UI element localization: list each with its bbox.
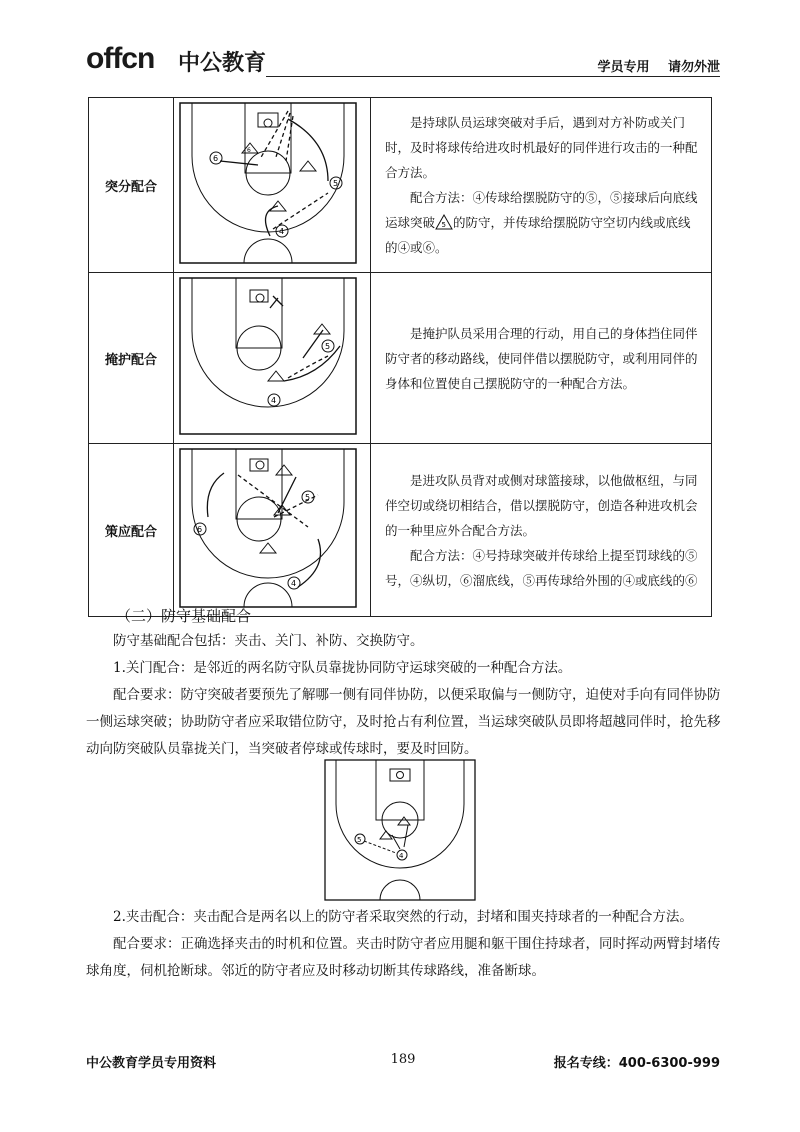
svg-text:5: 5 [305,493,311,502]
diagram-cell [174,273,371,444]
method-text-prefix: 配合方法：④传球给摆脱防守的⑤，⑤接球后向底线运球突破 [385,190,698,230]
tactics-table [88,97,712,617]
description-paragraph: 是持球队员运球突破对手后，遇到对方补防或关门时，及时将球传给进攻时机最好的同伴进行攻击的一种配合方法。 [385,115,698,180]
body-paragraph: 2.夹击配合：夹击配合是两名以上的防守者采取突然的行动，封堵和围夹持球者的一种配合方法。 [113,909,693,925]
table-row [89,273,712,444]
tactic-name: 策应配合 [89,444,174,617]
footer-hotline: 报名专线：400-6300-999 [553,1056,720,1071]
tactic-description [371,444,712,617]
header-rule [266,76,720,77]
svg-text:5: 5 [357,836,362,844]
table-row [89,444,712,617]
page-number: 189 [390,1052,416,1067]
svg-text:4: 4 [291,579,297,588]
court-diagram [178,276,358,436]
body-paragraph: 防守基础配合包括：夹击、关门、补防、交换防守。 [113,633,424,649]
court-diagram [178,101,358,265]
tactic-name: 突分配合 [89,98,174,273]
svg-text:6: 6 [247,147,251,154]
description-paragraph: 是进攻队员背对或侧对球篮接球，以他做枢纽，与同伴空切或绕切相结合，借以摆脱防守，创造各种进攻机会的一种里应外合配合方法。 [385,472,698,538]
svg-text:4: 4 [271,396,277,405]
defender-triangle-icon [435,214,453,230]
diagram-cell [174,98,371,273]
svg-text:6: 6 [213,154,219,163]
svg-text:4: 4 [279,227,285,236]
tactic-name: 掩护配合 [89,273,174,444]
method-paragraph: 配合方法：④号持球突破并传球给上提至罚球线的⑤号，④纵切，⑥溜底线，⑤再传球给外围的④或底线的⑥ [385,547,698,588]
section-body [86,628,722,763]
tactic-description [371,98,712,273]
page-footer [86,1052,720,1072]
svg-text:5: 5 [325,342,331,351]
body-paragraph: 配合要求：正确选择夹击的时机和位置。夹击时防守者应用腿和躯干围住持球者，同时挥动两臂封堵传球角度，伺机抢断球。邻近的防守者应及时移动切断其传球路线，准备断球。 [86,936,721,979]
guarding-figure [324,759,476,901]
svg-text:6: 6 [197,525,203,534]
header-notice [597,56,720,75]
body-paragraph: 配合要求：防守突破者要预先了解哪一侧有同伴协防，以便采取偏与一侧防守，迫使对手向有同伴协防一侧运球突破；协助防守者应采取错位防守，及时抢占有利位置，当运球突破队员即将超越同伴时，抢先移动向防突破队员靠拢关门，当突破者停球或传球时，要及时回防。 [86,687,721,757]
body-paragraph: 1.关门配合：是邻近的两名防守队员靠拢协同防守运球突破的一种配合方法。 [113,660,572,676]
triangle-number: 5 [441,221,446,229]
court-diagram [178,447,358,609]
header-badge-left: 学员专用 [597,60,650,75]
logo-chinese: 中公教育 [178,51,267,76]
footer-left: 中公教育学员专用资料 [86,1056,217,1071]
section-body-after-figure [86,904,722,985]
section-title: （二）防守基础配合 [116,607,252,625]
header-badge-right: 请勿外泄 [667,60,720,75]
method-paragraph [385,185,701,260]
page-header [86,38,720,78]
svg-text:4: 4 [399,852,404,860]
table-row [89,98,712,273]
method-text-suffix: 的防守，并传球给摆脱防守空切内线或底线的④或⑥。 [385,215,691,255]
logo-latin: offcn [86,42,155,75]
svg-text:5: 5 [333,179,339,188]
description-paragraph: 是掩护队员采用合理的行动，用自己的身体挡住同伴防守者的移动路线，使同伴借以摆脱防守，或利用同伴的身体和位置使自己摆脱防守的一种配合方法。 [385,325,698,391]
diagram-cell [174,444,371,617]
tactic-description [371,273,712,444]
